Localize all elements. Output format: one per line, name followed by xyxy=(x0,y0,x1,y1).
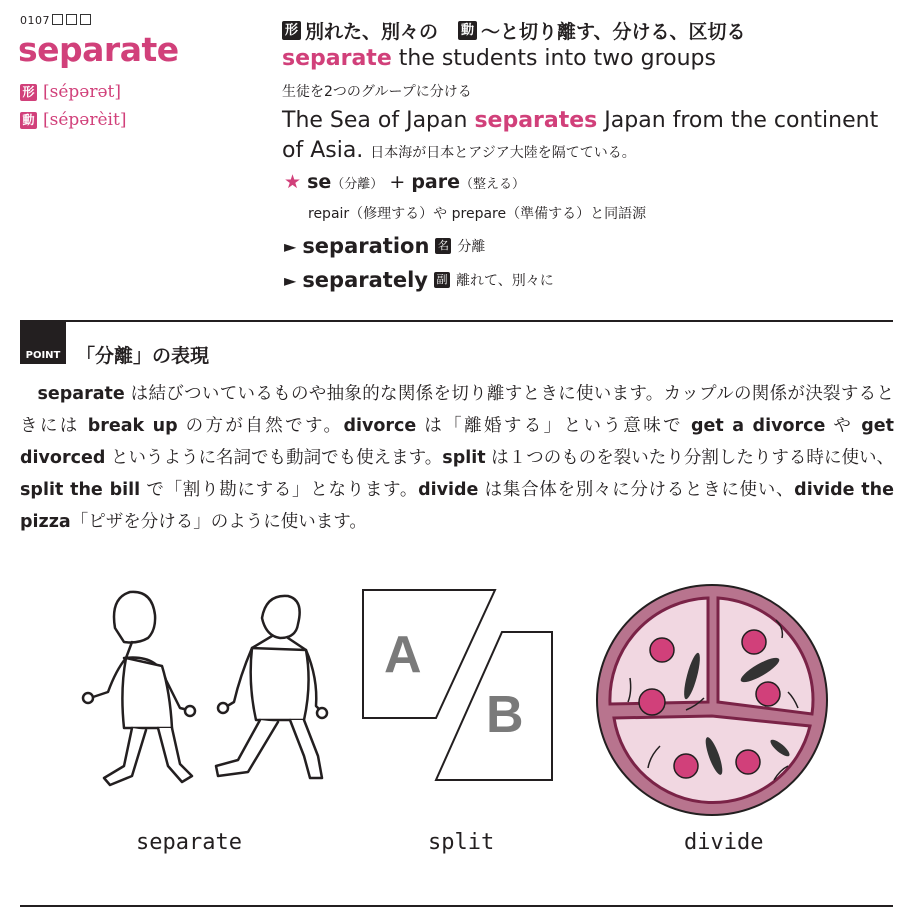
point-text: の方が自然です。 xyxy=(177,416,344,436)
term-get-a-divorce: get a divorce xyxy=(690,416,826,436)
noun-label: 名 xyxy=(435,238,451,254)
letter-b: B xyxy=(486,686,524,744)
meaning-adj-label: 形 xyxy=(282,21,301,40)
walking-girl-illustration xyxy=(83,592,195,785)
entry-number: 0107 xyxy=(20,14,50,27)
derivative-separation xyxy=(284,234,485,258)
split-illustration xyxy=(363,590,552,780)
caption-split: split xyxy=(428,830,495,855)
point-text: は１つのものを裂いたり分割したりする時に使い、 xyxy=(485,448,894,468)
point-tag: POINT xyxy=(20,322,66,364)
point-body xyxy=(20,378,894,538)
meaning-verb-label: 動 xyxy=(458,21,477,40)
etymology-note: repair（修理する）や prepare（準備する）と同語源 xyxy=(308,206,647,222)
example2-keyword: separates xyxy=(474,108,598,133)
caption-divide: divide xyxy=(684,830,764,855)
term-split: split xyxy=(442,448,486,468)
point-title: 「分離」の表現 xyxy=(76,345,210,367)
verb-label: 動 xyxy=(20,112,37,129)
point-text: 「ピザを分ける」のように使います。 xyxy=(70,512,367,532)
checkbox-1[interactable] xyxy=(52,14,63,25)
derivative-gloss: 分離 xyxy=(457,239,486,255)
derivative-word: separately xyxy=(302,268,428,292)
etym-part1-gloss: （分離） xyxy=(331,177,384,192)
term-divide: divide xyxy=(418,480,479,500)
example-sentence-2 xyxy=(282,106,902,168)
point-text: は結びついているものや抽象的な関係を切り離すときに使います。カップルの関係が決裂するときには xyxy=(20,384,894,436)
letter-a: A xyxy=(384,626,422,684)
caption-separate: separate xyxy=(136,830,242,855)
pizza-illustration xyxy=(597,585,827,815)
adjective-label: 形 xyxy=(20,84,37,101)
point-text: で「割り勘にする」となります。 xyxy=(140,480,419,500)
arrow-right-icon: ► xyxy=(284,270,297,290)
etym-plus: + xyxy=(383,171,412,193)
example-sentence-1 xyxy=(282,46,716,71)
example2-before: The Sea of Japan xyxy=(282,108,475,133)
meaning-adj-text: 別れた、別々の xyxy=(305,21,439,43)
point-text: というように名詞でも動詞でも使えます。 xyxy=(105,448,443,468)
example2-translation: 日本海が日本とアジア大陸を隔てている。 xyxy=(370,145,636,161)
point-text: は集合体を別々に分けるときに使い、 xyxy=(478,480,795,500)
meaning-verb-text: 〜と切り離す、分ける、区切る xyxy=(481,21,746,43)
arrow-right-icon: ► xyxy=(284,236,297,256)
divider-bottom xyxy=(20,905,893,907)
point-text: は「離婚する」という意味で xyxy=(416,416,691,436)
etym-part2: pare xyxy=(411,171,460,193)
derivative-gloss: 離れて、別々に xyxy=(455,273,554,289)
divider-top xyxy=(20,320,893,322)
example1-rest: the students into two groups xyxy=(391,46,716,71)
term-separate: separate xyxy=(37,384,125,404)
check-boxes[interactable] xyxy=(52,14,91,25)
adverb-label: 副 xyxy=(434,272,450,288)
star-icon: ★ xyxy=(284,171,302,193)
pronunciation-verb-text: [sépərèit] xyxy=(43,110,127,130)
point-text: や xyxy=(825,416,862,436)
derivative-separately xyxy=(284,268,554,292)
pronunciation-adj-text: [sépərət] xyxy=(43,82,122,102)
headword: separate xyxy=(18,30,179,69)
term-break-up: break up xyxy=(87,416,178,436)
etymology xyxy=(284,171,525,193)
checkbox-3[interactable] xyxy=(80,14,91,25)
point-paragraph xyxy=(20,378,894,538)
pronunciation-verb xyxy=(20,110,126,130)
term-divide-the-pizza: divide the pizza xyxy=(20,480,894,532)
example2-after: Japan from the continent of Asia. xyxy=(282,108,879,163)
etym-part2-gloss: （整える） xyxy=(460,177,526,192)
derivative-word: separation xyxy=(302,234,430,258)
term-split-the-bill: split the bill xyxy=(20,480,141,500)
term-get-divorced: get divorced xyxy=(20,416,894,468)
walking-boy-illustration xyxy=(216,596,327,778)
illustrations xyxy=(20,580,900,820)
meaning-line xyxy=(282,17,746,44)
example1-keyword: separate xyxy=(282,46,392,71)
pronunciation-adjective xyxy=(20,82,121,102)
example1-translation: 生徒を2つのグループに分ける xyxy=(282,84,472,100)
etym-part1: se xyxy=(307,171,332,193)
checkbox-2[interactable] xyxy=(66,14,77,25)
term-divorce: divorce xyxy=(343,416,417,436)
